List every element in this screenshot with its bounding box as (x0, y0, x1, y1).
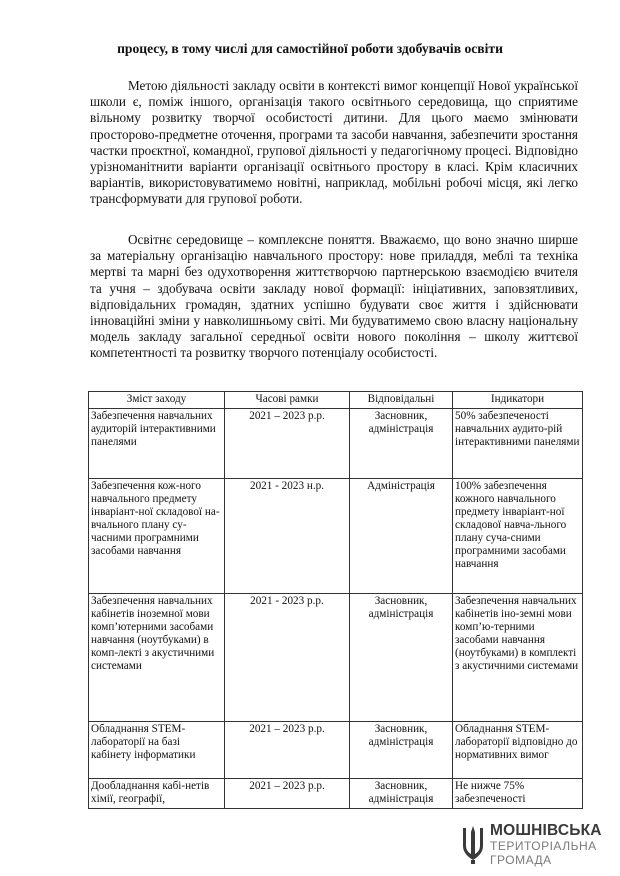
trident-icon (460, 824, 486, 864)
community-logo (460, 822, 610, 870)
cell-responsible: Засновник, адміністрація (350, 409, 453, 479)
measures-table (88, 391, 583, 809)
table-row (89, 479, 583, 594)
table-row (89, 594, 583, 722)
cell-measure: Забезпечення кож-ного навчального предмету інваріант-ної складової на-вчального плану су-часними програмними засобами навчання (89, 479, 225, 594)
cell-measure: Забезпечення навчальних аудиторій інтерактивними панелями (89, 409, 225, 479)
col-header-measure: Зміст заходу (89, 392, 225, 409)
cell-indicator: 100% забезпечення кожного навчального предмету інваріант-ної складової навча-льного плану суча-сними програмними засобами навчання (453, 479, 583, 594)
cell-timeframe: 2021 - 2023 н.р. (225, 479, 350, 594)
cell-timeframe: 2021 – 2023 р.р. (225, 409, 350, 479)
cell-indicator: Забезпечення навчальних кабінетів іно-земні мови комп’ю-терними засобами навчання (ноутбуками) в комплекті з акустичними системами (453, 594, 583, 722)
cell-measure: Дообладнання кабі-нетів хімії, географії, (89, 779, 225, 809)
cell-measure: Обладнання STEM- лабораторії на базі кабінету інформатики (89, 722, 225, 779)
page-heading: процесу, в тому числі для самостійної роботи здобувачів освіти (117, 41, 503, 56)
cell-responsible: Адміністрація (350, 479, 453, 594)
col-header-indicators: Індикатори (453, 392, 583, 409)
cell-responsible: Засновник, адміністрація (350, 779, 453, 809)
cell-measure: Забезпечення навчальних кабінетів іноземної мови комп’ютерними засобами навчання (ноутбуками) в комп-лекті з акустичними системами (89, 594, 225, 722)
cell-timeframe: 2021 – 2023 р.р. (225, 722, 350, 779)
logo-line-2: ТЕРИТОРІАЛЬНА (490, 839, 597, 853)
col-header-responsible: Відповідальні (350, 392, 453, 409)
logo-line-3: ГРОМАДА (490, 853, 552, 867)
cell-responsible: Засновник, адміністрація (350, 594, 453, 722)
table-row (89, 409, 583, 479)
cell-responsible: Засновник, адміністрація (350, 722, 453, 779)
logo-line-1: МОШНІВСЬКА (490, 822, 602, 839)
cell-timeframe: 2021 – 2023 р.р. (225, 779, 350, 809)
cell-indicator: Обладнання STEM-лабораторії відповідно до нормативних вимог (453, 722, 583, 779)
table-row (89, 722, 583, 779)
col-header-timeframe: Часові рамки (225, 392, 350, 409)
paragraph-2: Освітнє середовище – комплексне поняття. Вважаємо, що воно значно ширше за матеріальну організацію навчального простору: нове приладдя, меблі та техніка мертві та марні без одухотворення життєтворчою партнерською взаємодією вчителя та учня – здобувача освіти закладу нової формації: ініціативних, заповзятливих, відповідальних громадян, здатних успішно будувати своє життя і здійснювати інноваційні зміни у навколишньому світі. Ми будуватимемо свою власну національну модель закладу загальної середньої освіти нового покоління – школу життєвої компетентності та розвитку творчого потенціалу особистості. (90, 232, 578, 361)
table-header-row (89, 392, 583, 409)
paragraph-1: Метою діяльності закладу освіти в контексті вимог концепції Нової української школи є, поміж іншого, організація такого освітнього середовища, що сприятиме вільному розвитку творчої особистості дитини. Для цього маємо змінювати просторово-предметне оточення, програми та засоби навчання, забезпечити зростання частки проєктної, командної, групової діяльності у педагогічному процесі. Відповідно урізноманітнити варіанти організації освітнього простору в класі. Крім класичних варіантів, використовуватимемо новітні, наприклад, мобільні робочі місця, які легко трансформувати для групової роботи. (90, 78, 578, 207)
table-row (89, 779, 583, 809)
cell-indicator: 50% забезпеченості навчальних аудито-рій інтерактивними панелями (453, 409, 583, 479)
cell-indicator: Не нижче 75% забезпеченості (453, 779, 583, 809)
cell-timeframe: 2021 - 2023 р.р. (225, 594, 350, 722)
